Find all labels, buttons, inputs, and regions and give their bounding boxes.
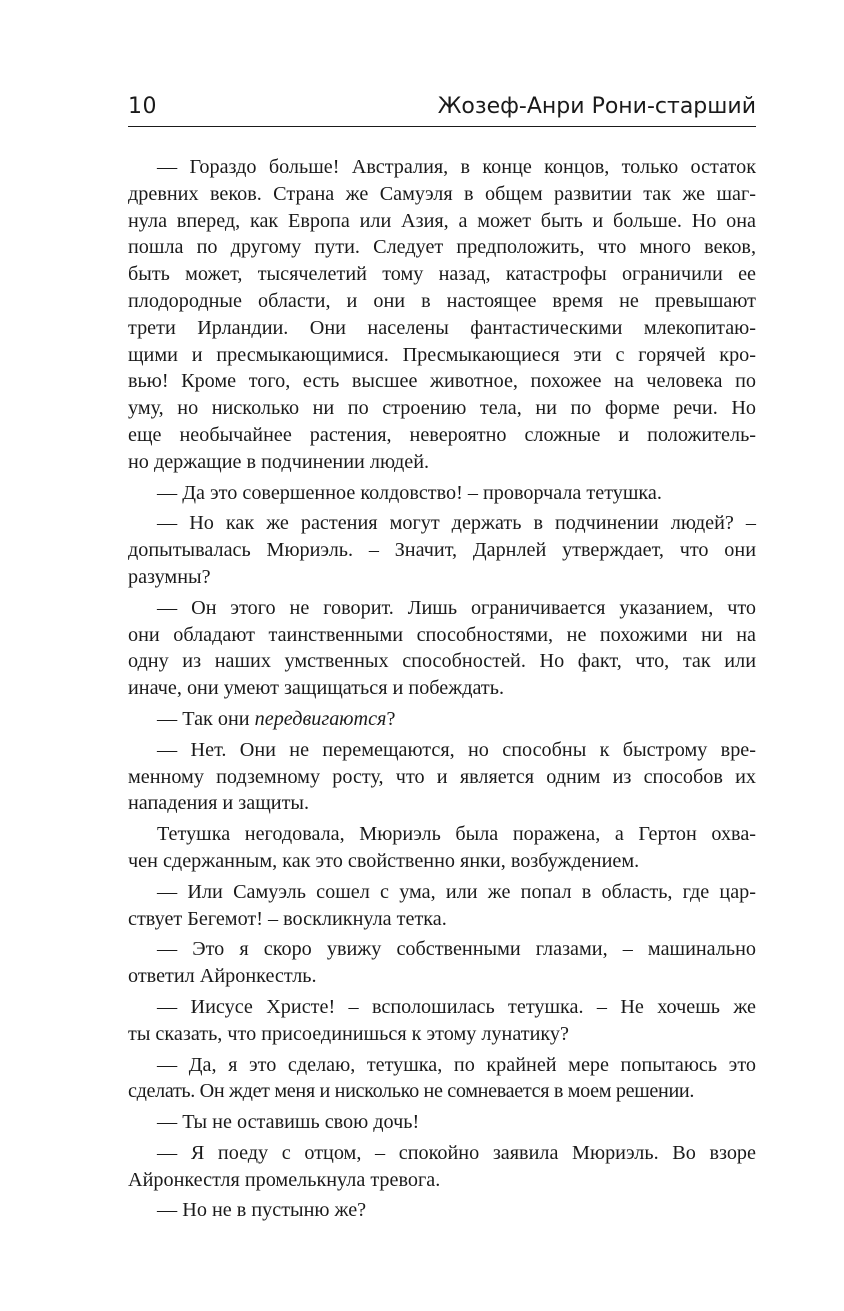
text-line: — Нет. Они не перемещаются, но способны к быстрому вре- xyxy=(157,738,756,761)
text-line: — Это я скоро увижу собственными глазами, – машинально xyxy=(157,938,756,961)
paragraph xyxy=(128,480,756,507)
text-line: — Но не в пустыню же? xyxy=(157,1199,367,1222)
paragraph xyxy=(128,1052,756,1106)
paragraph xyxy=(128,595,756,702)
text-line: уму, но нисколько ни по строению тела, ни по форме речи. Но xyxy=(128,397,756,420)
paragraph xyxy=(128,1140,756,1194)
paragraph xyxy=(128,1109,756,1136)
text-line: — Иисусе Христе! – всполошилась тетушка. – Не хочешь же xyxy=(157,995,756,1018)
text-line: щими и пресмыкающимися. Пресмыкающиеся эти с горячей кро- xyxy=(128,343,756,366)
text-line: пошла по другому пути. Следует предположить, что много веков, xyxy=(128,236,756,259)
text-line: Айронкестля промелькнула тревога. xyxy=(128,1168,441,1191)
body-text xyxy=(128,154,756,1228)
text-fragment: ? xyxy=(386,707,396,730)
text-line: допытывалась Мюриэль. – Значит, Дарнлей утверждает, что они xyxy=(128,539,756,562)
text-line: Тетушка негодовала, Мюриэль была поражена, а Гертон охва- xyxy=(157,823,756,846)
text-line: еще необычайнее растения, невероятно сложные и положитель- xyxy=(128,423,756,446)
running-title: Жозеф-Анри Рони-старший xyxy=(437,94,756,119)
text-line: ты сказать, что присоединишься к этому лунатику? xyxy=(128,1022,569,1045)
text-line: — Да, я это сделаю, тетушка, по крайней мере попытаюсь это xyxy=(157,1053,756,1076)
text-line: трети Ирландии. Они населены фантастическими млекопитаю- xyxy=(128,316,756,339)
text-line: — Гораздо больше! Австралия, в конце концов, только остаток xyxy=(157,156,756,178)
text-line: — Да это совершенное колдовство! – проворчала тетушка. xyxy=(157,481,662,504)
text-line: сделать. Он ждет меня и нисколько не сомневается в моем решении. xyxy=(128,1080,695,1103)
text-line: быть может, тысячелетий тому назад, катастрофы ограничили ее xyxy=(128,263,756,286)
text-line: — Ты не оставишь свою дочь! xyxy=(157,1111,420,1134)
text-line: менному подземному росту, что и является одним из способов их xyxy=(128,765,756,788)
paragraph xyxy=(128,737,756,817)
text-line: они обладают таинственными способностями, не похожими ни на xyxy=(128,623,756,646)
text-line: плодородные области, и они в настоящее время не превышают xyxy=(128,289,756,312)
text-line: чен сдержанным, как это свойственно янки, возбуждением. xyxy=(128,849,640,872)
paragraph xyxy=(128,1197,756,1224)
paragraph xyxy=(128,706,756,733)
text-line: разумны? xyxy=(128,565,211,588)
running-header xyxy=(128,92,756,127)
text-line: ствует Бегемот! – воскликнула тетка. xyxy=(128,907,447,930)
text-line: — Или Самуэль сошел с ума, или же попал в область, где цар- xyxy=(157,880,756,903)
text-line: одну из наших умственных способностей. Но факт, что, так или xyxy=(128,650,756,673)
text-line: но держащие в подчинении людей. xyxy=(128,450,430,473)
text-line: нула вперед, как Европа или Азия, а может быть и больше. Но она xyxy=(128,209,756,232)
text-fragment: — Так они xyxy=(157,707,255,730)
paragraph xyxy=(128,879,756,933)
text-line: — Но как же растения могут держать в подчинении людей? – xyxy=(157,512,756,535)
text-line: нападения и защиты. xyxy=(128,792,309,815)
paragraph xyxy=(128,994,756,1048)
text-line xyxy=(128,706,756,733)
text-line: древних веков. Страна же Самуэля в общем развитии так же шаг- xyxy=(128,182,756,205)
italic-emphasis: передвигаются xyxy=(254,707,387,730)
text-line: — Я поеду с отцом, – спокойно заявила Мюриэль. Во взоре xyxy=(157,1141,756,1164)
text-line: — Он этого не говорит. Лишь ограничивается указанием, что xyxy=(157,596,756,619)
text-line: вью! Кроме того, есть высшее животное, похожее на человека по xyxy=(128,370,756,393)
text-line: ответил Айронкестль. xyxy=(128,965,317,988)
paragraph xyxy=(128,154,756,476)
paragraph xyxy=(128,936,756,990)
text-line: иначе, они умеют защищаться и побеждать. xyxy=(128,677,504,700)
paragraph xyxy=(128,821,756,875)
paragraph xyxy=(128,510,756,590)
page-number: 10 xyxy=(128,94,157,119)
